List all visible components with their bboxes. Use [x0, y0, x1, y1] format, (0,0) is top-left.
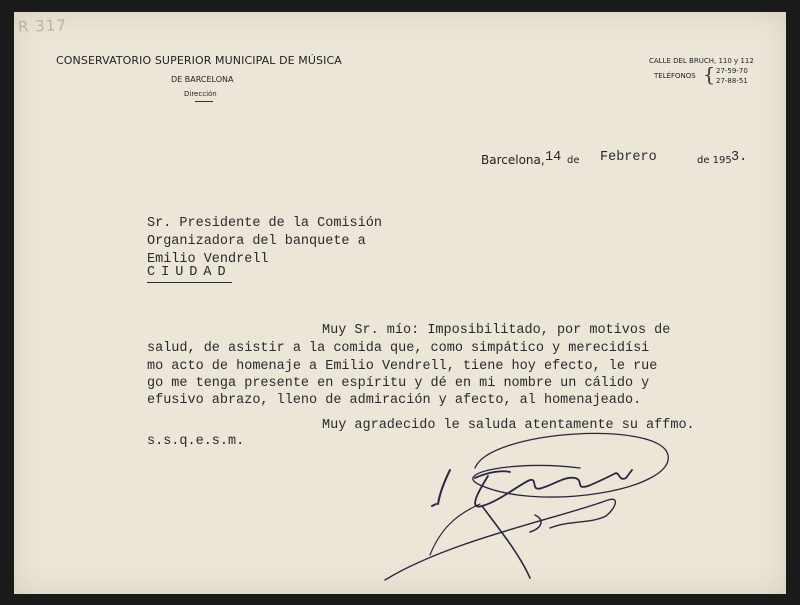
handwritten-signature [370, 420, 680, 585]
body-closing-line: Muy agradecido le saluda atentamente su affmo. [322, 418, 695, 433]
letterhead-institution: CONSERVATORIO SUPERIOR MUNICIPAL DE MÚSICA [56, 54, 342, 67]
body-line-1: Muy Sr. mío: Imposibilitado, por motivos de [322, 323, 671, 338]
date-de: de [567, 155, 580, 166]
letterhead-phone-2: 27-88-51 [716, 77, 748, 85]
date-year-digit: 3. [731, 150, 748, 165]
date-month: Febrero [600, 150, 657, 165]
body-line-5: efusivo abrazo, lleno de admiración y afecto, al homenajeado. [147, 393, 642, 408]
phone-brace: { [703, 64, 716, 86]
date-city: Barcelona, [481, 153, 545, 167]
body-line-4: go me tenga presente en espíritu y dé en mi nombre un cálido y [147, 376, 650, 391]
letterhead-phone-1: 27-59-70 [716, 67, 748, 75]
date-day: 14 [545, 150, 562, 165]
letterhead-city: DE BARCELONA [171, 75, 234, 84]
letterhead-divider [195, 101, 213, 102]
closing-formula: s.s.q.e.s.m. [147, 434, 245, 449]
body-line-3: mo acto de homenaje a Emilio Vendrell, tiene hoy efecto, le rue [147, 359, 658, 374]
recipient-line-3: Emilio Vendrell [147, 252, 269, 267]
date-year-prefix: de 195 [697, 155, 732, 166]
archive-mark: R 317 [17, 16, 68, 36]
letterhead-phones-label: TELÉFONOS [654, 72, 696, 80]
recipient-line-1: Sr. Presidente de la Comisión [147, 216, 382, 231]
recipient-city: CIUDAD [147, 266, 232, 283]
recipient-line-2: Organizadora del banquete a [147, 234, 366, 249]
body-line-2: salud, de asistir a la comida que, como simpático y merecidísi [147, 341, 650, 356]
letterhead-department: Dirección [184, 90, 217, 98]
letterhead-address: CALLE DEL BRUCH, 110 y 112 [649, 57, 754, 65]
